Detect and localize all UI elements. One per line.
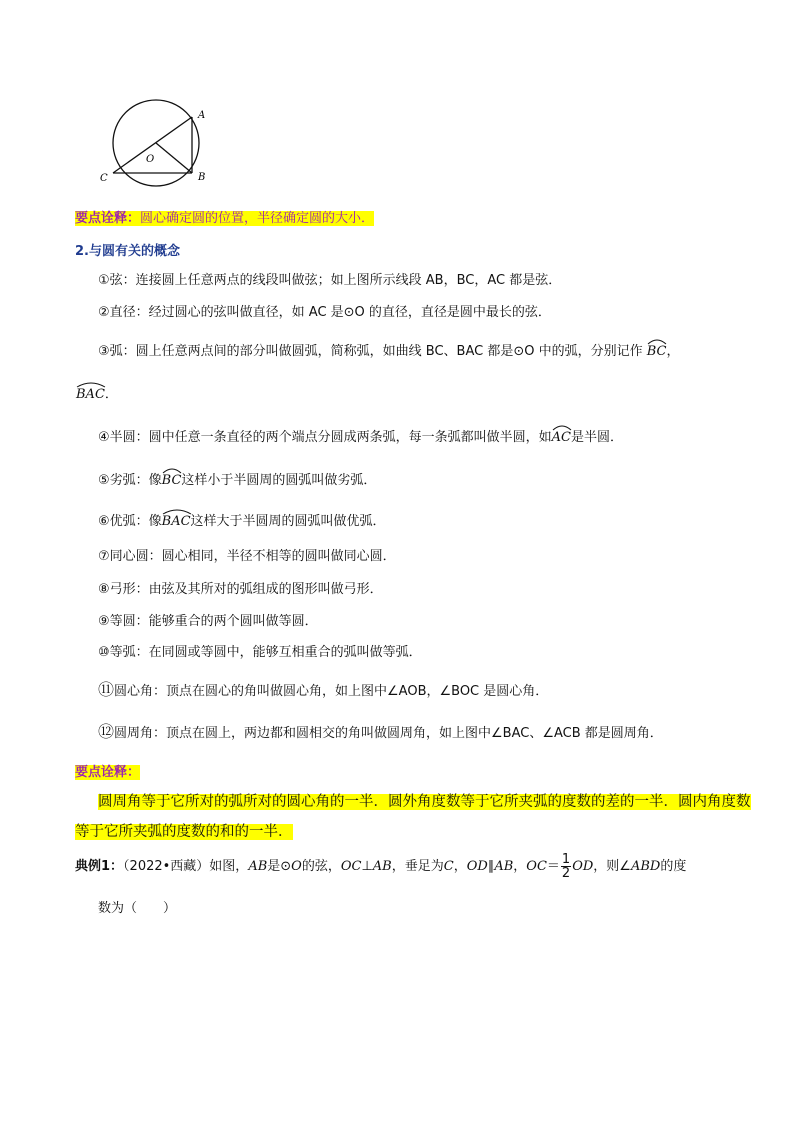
item-arc-text: ③弧：圆上任意两点间的部分叫做圆弧，简称弧，如曲线 BC、BAC 都是⊙O 中的弧，分别记作 [98, 344, 643, 359]
item-semicircle [98, 430, 623, 446]
item-central-angle [98, 682, 548, 700]
arc-ac-text: AC [551, 430, 571, 445]
circle-figure [94, 98, 214, 188]
item-equal-circles: ⑨等圆：能够重合的两个圆叫做等圆． [98, 614, 318, 629]
arc-bc-2 [162, 473, 182, 489]
item-arc [98, 344, 680, 360]
section-title: 2.与圆有关的概念 [75, 244, 180, 259]
item-minor-arc-end: 这样小于半圆周的圆弧叫做劣弧． [181, 473, 377, 488]
example-ab-3: AB [494, 859, 514, 874]
example-label: 典例1： [75, 859, 124, 874]
arc-bac-text: BAC [76, 387, 105, 402]
example-text-1: （2022•西藏）如图， [123, 859, 249, 874]
arc-mark-icon [76, 380, 106, 388]
fraction-one-half [561, 853, 571, 880]
item-segment: ⑧弓形：由弦及其所对的弧组成的图形叫做弓形． [98, 582, 383, 597]
example-text-5: ，垂足为 [391, 859, 444, 874]
item-minor-arc [98, 473, 376, 489]
example-od-1: OD [466, 859, 488, 874]
note-2-label: 要点诠释： [75, 765, 141, 780]
arc-bc-2-text: BC [161, 473, 182, 488]
arc-bac [76, 387, 105, 403]
example-ab-1: AB [248, 859, 268, 874]
example-text-4: ⊥ [361, 859, 373, 874]
item-inscribed-angle-num: ⑫ [98, 722, 115, 741]
item-semicircle-end: 是半圆． [571, 430, 624, 445]
label-a: A [198, 110, 206, 121]
example-1 [75, 852, 686, 882]
item-major-arc-end: 这样大于半圆周的圆弧叫做优弧． [190, 514, 386, 529]
item-concentric: ⑦同心圆：圆心相同，半径不相等的圆叫做同心圆． [98, 549, 396, 564]
example-ab-2: AB [372, 859, 392, 874]
example-text-6: ， [453, 859, 467, 874]
label-c: C [100, 173, 108, 184]
item-central-angle-text: 圆心角：顶点在圆心的角叫做圆心角，如上图中∠AOB，∠BOC 是圆心角． [114, 684, 549, 699]
item-major-arc-text: ⑥优弧：像 [98, 514, 162, 529]
item-arc-comma: ， [666, 344, 680, 359]
item-equal-arcs: ⑩等弧：在同圆或等圆中，能够互相重合的弧叫做等弧． [98, 645, 422, 660]
item-chord: ①弦：连接圆上任意两点的线段叫做弦；如上图所示线段 AB，BC，AC 都是弦． [98, 273, 562, 288]
arc-mark-icon [162, 507, 192, 515]
example-text-2: 是⊙ [267, 859, 292, 874]
arc-bac-2-text: BAC [161, 514, 191, 529]
note-2-line-2-text: 等于它所夹弧的度数的和的一半． [75, 824, 293, 840]
example-text-9: ＝ [546, 859, 560, 874]
item-major-arc [98, 514, 386, 530]
arc-mark-icon [162, 466, 182, 474]
arc-bc [647, 344, 667, 360]
note-1-text: 圆心确定圆的位置，半径确定圆的大小． [140, 211, 375, 226]
example-oc-1: OC [340, 859, 362, 874]
arc-ac [552, 430, 571, 446]
arc-bc-text: BC [646, 344, 667, 359]
note-2-line-1 [98, 789, 751, 815]
fraction-numerator: 1 [561, 852, 571, 867]
example-1-line-2: 数为（ ） [98, 901, 177, 916]
note-2-line-1-text: 圆周角等于它所对的弧所对的圆心角的一半．圆外角度数等于它所夹弧的度数的差的一半．圆内角度数 [98, 794, 751, 810]
note-2-line-2 [75, 819, 293, 845]
note-2-label-wrap [75, 761, 140, 780]
example-text-10: ，则∠ [593, 859, 631, 874]
example-oc-2: OC [526, 859, 547, 874]
arc-mark-icon [647, 337, 667, 345]
example-o: O [291, 859, 302, 874]
radius-ob [156, 143, 192, 173]
item-diameter: ②直径：经过圆心的弦叫做直径，如 AC 是⊙O 的直径，直径是圆中最长的弦． [98, 305, 551, 320]
fraction-denominator: 2 [561, 866, 571, 881]
example-c: C [443, 859, 454, 874]
arc-mark-icon [552, 423, 572, 431]
note-1-label: 要点诠释： [75, 211, 141, 226]
example-text-3: 的弦， [301, 859, 341, 874]
item-inscribed-angle [98, 724, 663, 742]
item-arc-line2 [76, 387, 118, 403]
item-semicircle-text: ④半圆：圆中任意一条直径的两个端点分圆成两条弧，每一条弧都叫做半圆，如 [98, 430, 552, 445]
example-od-2: OD [572, 859, 594, 874]
item-inscribed-angle-text: 圆周角：顶点在圆上，两边都和圆相交的角叫做圆周角，如上图中∠BAC、∠ACB 都是圆周角． [114, 726, 663, 741]
arc-bac-2 [162, 514, 191, 530]
label-b: B [198, 172, 206, 183]
item-arc-end: ． [104, 387, 118, 402]
example-text-8: ， [513, 859, 527, 874]
example-text-7: ∥ [487, 859, 495, 874]
label-o: O [146, 154, 155, 165]
example-text-11: 的度 [660, 859, 687, 874]
item-minor-arc-text: ⑤劣弧：像 [98, 473, 162, 488]
example-abd: ABD [630, 859, 661, 874]
item-central-angle-num: ⑪ [98, 680, 115, 699]
note-1 [75, 207, 374, 226]
